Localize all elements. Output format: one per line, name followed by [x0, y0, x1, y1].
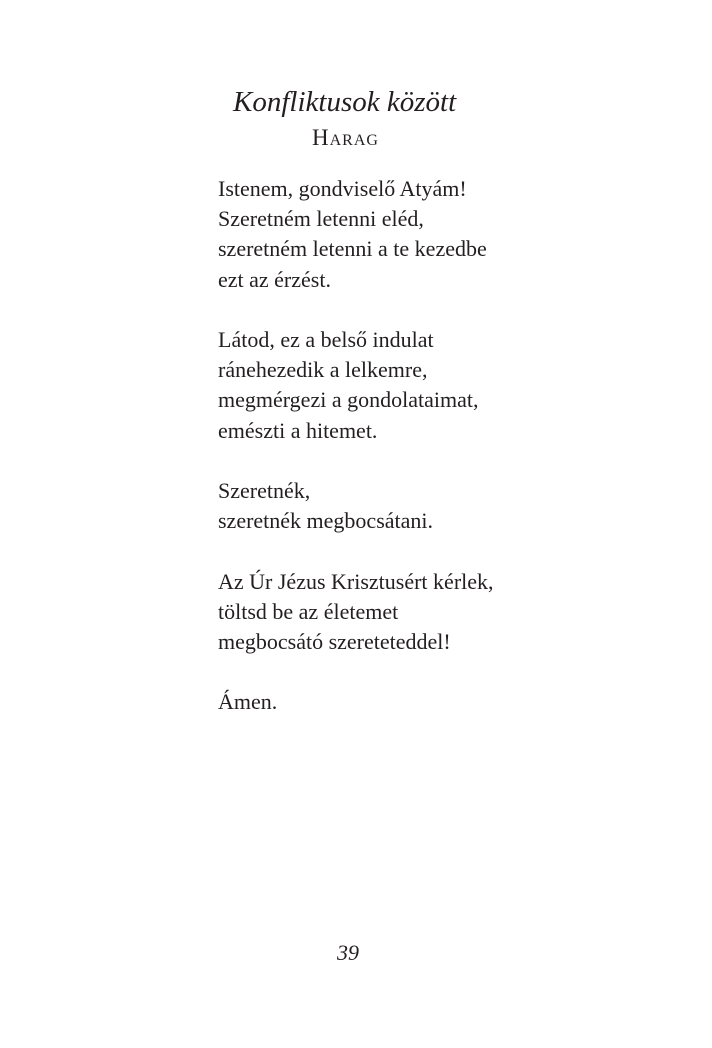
page-number: 39 — [337, 940, 359, 965]
poem-line: töltsd be az életemet — [218, 598, 399, 624]
stanza-2 — [218, 325, 678, 446]
chapter-title: Konfliktusok között — [233, 86, 457, 118]
poem-line: Az Úr Jézus Krisztusért kérlek, — [218, 568, 494, 594]
poem-line: Szeretném letenni eléd, — [218, 206, 424, 232]
stanza-5 — [218, 687, 678, 717]
poem-line: megbocsátó szereteteddel! — [218, 629, 451, 654]
poem-line: Istenem, gondviselő Atyám! — [218, 176, 467, 201]
section-subtitle: Harag — [312, 125, 379, 150]
poem-line: ezt az érzést. — [218, 266, 331, 292]
poem-line: emészti a hitemet. — [218, 417, 378, 443]
poem-line: szeretném letenni a te kezedbe — [218, 236, 487, 262]
stanza-1 — [218, 174, 678, 295]
poem-line: szeretnék megbocsátani. — [218, 508, 434, 534]
poem-line: megmérgezi a gondolataimat, — [218, 387, 479, 413]
poem-line: Szeretnék, — [218, 478, 311, 503]
prayer-text — [218, 174, 678, 748]
stanza-3 — [218, 476, 678, 536]
poem-line: Ámen. — [218, 689, 278, 715]
stanza-4 — [218, 567, 678, 658]
poem-line: Látod, ez a belső indulat — [218, 327, 434, 352]
poem-line: ránehezedik a lelkemre, — [218, 357, 428, 383]
